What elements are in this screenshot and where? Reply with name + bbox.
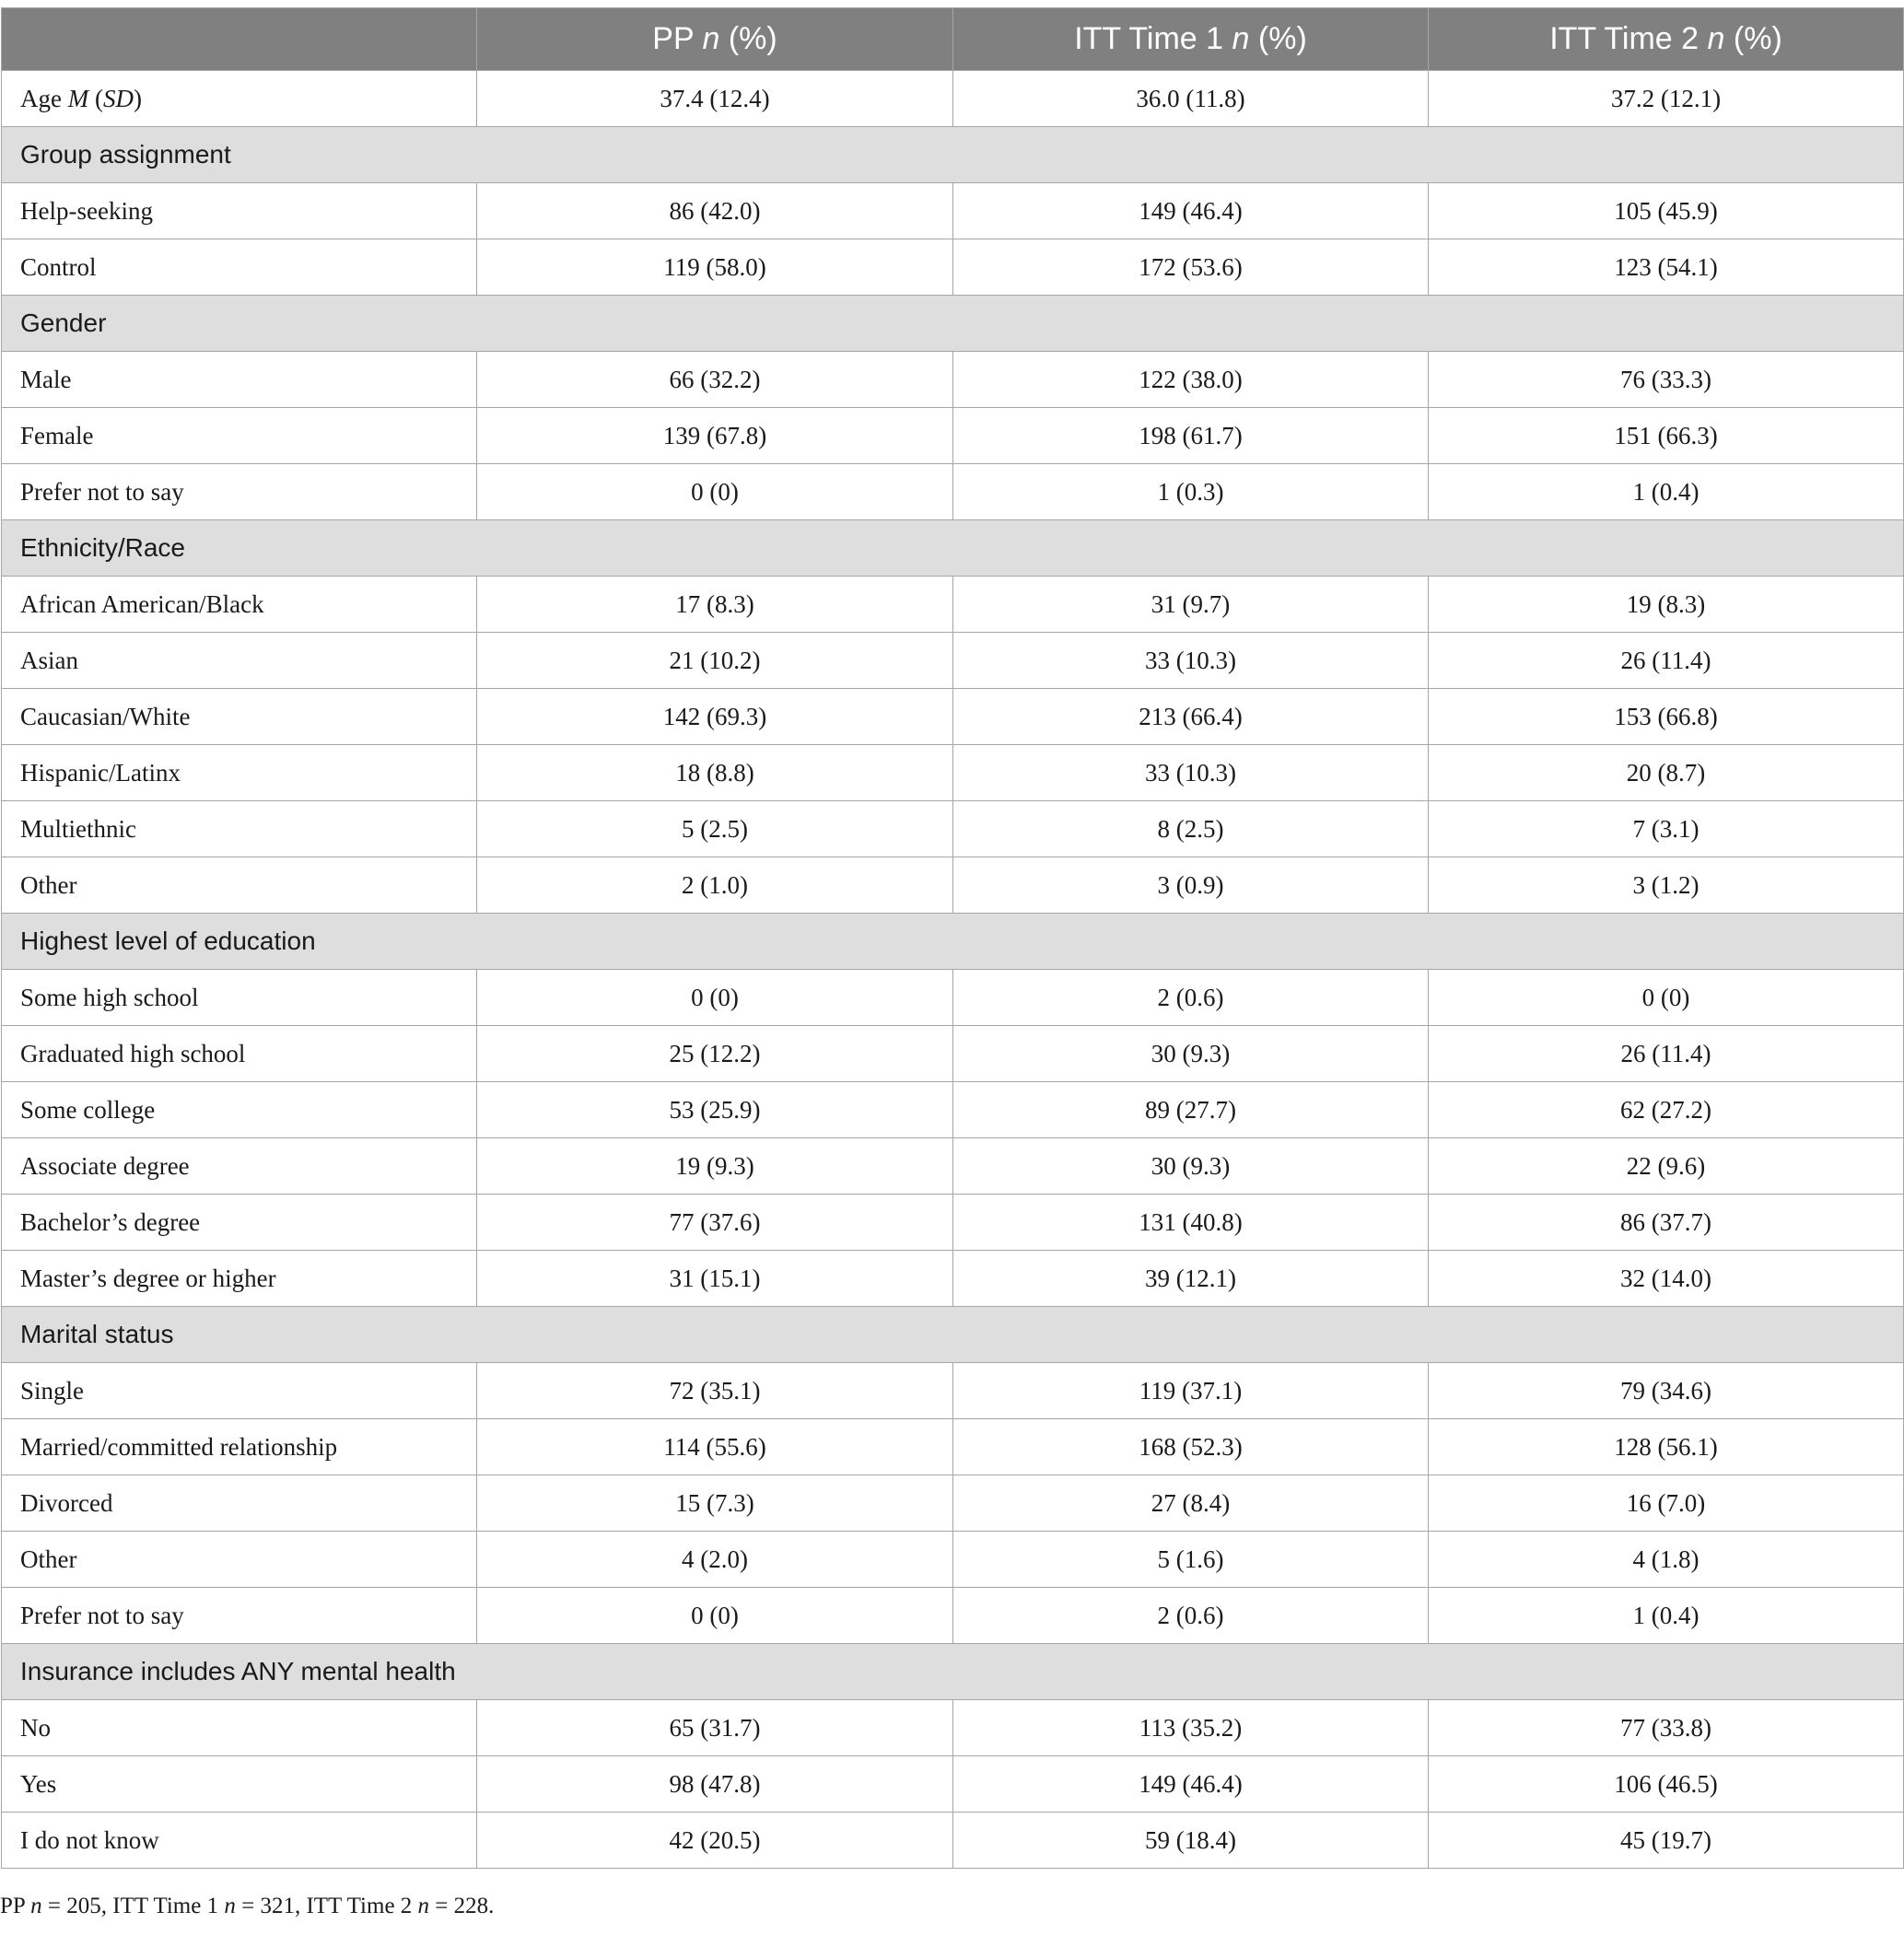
cell-value: 37.2 (12.1) (1429, 71, 1904, 127)
cell-value: 2 (0.6) (953, 970, 1429, 1026)
cell-value: 105 (45.9) (1429, 183, 1904, 239)
table-row (2, 183, 1904, 239)
cell-value: 39 (12.1) (953, 1251, 1429, 1307)
cell-value: 42 (20.5) (477, 1813, 953, 1869)
cell-value: 22 (9.6) (1429, 1138, 1904, 1195)
section-title: Group assignment (2, 127, 1904, 183)
cell-value: 0 (0) (477, 464, 953, 520)
cell-value: 53 (25.9) (477, 1082, 953, 1138)
row-label: Male (2, 352, 477, 408)
cell-value: 37.4 (12.4) (477, 71, 953, 127)
header-blank-cell (2, 8, 477, 71)
row-label: Divorced (2, 1475, 477, 1532)
table-row (2, 1138, 1904, 1195)
row-label: Bachelor’s degree (2, 1195, 477, 1251)
cell-value: 30 (9.3) (953, 1138, 1429, 1195)
row-label: Prefer not to say (2, 1588, 477, 1644)
section-header-row (2, 1307, 1904, 1363)
cell-value: 151 (66.3) (1429, 408, 1904, 464)
table-row (2, 1813, 1904, 1869)
table-row (2, 857, 1904, 914)
cell-value: 149 (46.4) (953, 183, 1429, 239)
cell-value: 153 (66.8) (1429, 689, 1904, 745)
table-row (2, 1363, 1904, 1419)
cell-value: 18 (8.8) (477, 745, 953, 801)
row-label: Help-seeking (2, 183, 477, 239)
cell-value: 119 (37.1) (953, 1363, 1429, 1419)
cell-value: 5 (1.6) (953, 1532, 1429, 1588)
cell-value: 77 (33.8) (1429, 1700, 1904, 1756)
section-header-row (2, 1644, 1904, 1700)
table-row (2, 1756, 1904, 1813)
cell-value: 86 (37.7) (1429, 1195, 1904, 1251)
cell-value: 4 (1.8) (1429, 1532, 1904, 1588)
cell-value: 19 (9.3) (477, 1138, 953, 1195)
section-title: Highest level of education (2, 914, 1904, 970)
section-title: Insurance includes ANY mental health (2, 1644, 1904, 1700)
table-row (2, 801, 1904, 857)
cell-value: 36.0 (11.8) (953, 71, 1429, 127)
cell-value: 86 (42.0) (477, 183, 953, 239)
table-row (2, 745, 1904, 801)
row-label: Hispanic/Latinx (2, 745, 477, 801)
row-label: Prefer not to say (2, 464, 477, 520)
table-row (2, 352, 1904, 408)
cell-value: 31 (9.7) (953, 577, 1429, 633)
cell-value: 25 (12.2) (477, 1026, 953, 1082)
cell-value: 139 (67.8) (477, 408, 953, 464)
table-row (2, 577, 1904, 633)
cell-value: 62 (27.2) (1429, 1082, 1904, 1138)
cell-value: 0 (0) (477, 970, 953, 1026)
cell-value: 142 (69.3) (477, 689, 953, 745)
row-label: No (2, 1700, 477, 1756)
row-label-age: Age M (SD) (2, 71, 477, 127)
cell-value: 168 (52.3) (953, 1419, 1429, 1475)
table-row (2, 633, 1904, 689)
section-header-row (2, 296, 1904, 352)
table-row (2, 239, 1904, 296)
table-row (2, 1082, 1904, 1138)
cell-value: 45 (19.7) (1429, 1813, 1904, 1869)
cell-value: 131 (40.8) (953, 1195, 1429, 1251)
cell-value: 0 (0) (477, 1588, 953, 1644)
cell-value: 198 (61.7) (953, 408, 1429, 464)
cell-value: 26 (11.4) (1429, 633, 1904, 689)
cell-value: 16 (7.0) (1429, 1475, 1904, 1532)
table-row (2, 464, 1904, 520)
section-title: Marital status (2, 1307, 1904, 1363)
table-row-age (2, 71, 1904, 127)
cell-value: 0 (0) (1429, 970, 1904, 1026)
cell-value: 30 (9.3) (953, 1026, 1429, 1082)
section-title: Gender (2, 296, 1904, 352)
demographics-table-container (0, 7, 1904, 1869)
row-label: African American/Black (2, 577, 477, 633)
cell-value: 149 (46.4) (953, 1756, 1429, 1813)
cell-value: 79 (34.6) (1429, 1363, 1904, 1419)
header-itt-time-2: ITT Time 2 n (%) (1429, 8, 1904, 71)
cell-value: 5 (2.5) (477, 801, 953, 857)
cell-value: 17 (8.3) (477, 577, 953, 633)
section-header-row (2, 127, 1904, 183)
row-label: Multiethnic (2, 801, 477, 857)
row-label: Asian (2, 633, 477, 689)
cell-value: 65 (31.7) (477, 1700, 953, 1756)
table-row (2, 408, 1904, 464)
demographics-table (1, 7, 1904, 1869)
row-label: I do not know (2, 1813, 477, 1869)
table-row (2, 970, 1904, 1026)
cell-value: 3 (0.9) (953, 857, 1429, 914)
cell-value: 7 (3.1) (1429, 801, 1904, 857)
table-row (2, 1532, 1904, 1588)
cell-value: 21 (10.2) (477, 633, 953, 689)
cell-value: 128 (56.1) (1429, 1419, 1904, 1475)
cell-value: 66 (32.2) (477, 352, 953, 408)
cell-value: 76 (33.3) (1429, 352, 1904, 408)
cell-value: 1 (0.4) (1429, 464, 1904, 520)
cell-value: 27 (8.4) (953, 1475, 1429, 1532)
cell-value: 33 (10.3) (953, 745, 1429, 801)
cell-value: 2 (0.6) (953, 1588, 1429, 1644)
cell-value: 122 (38.0) (953, 352, 1429, 408)
cell-value: 77 (37.6) (477, 1195, 953, 1251)
cell-value: 106 (46.5) (1429, 1756, 1904, 1813)
table-row (2, 1251, 1904, 1307)
header-pp: PP n (%) (477, 8, 953, 71)
table-row (2, 1475, 1904, 1532)
table-row (2, 1195, 1904, 1251)
row-label: Yes (2, 1756, 477, 1813)
table-footnote: PP n = 205, ITT Time 1 n = 321, ITT Time 2 n = 228. (0, 1894, 495, 1918)
cell-value: 2 (1.0) (477, 857, 953, 914)
row-label: Associate degree (2, 1138, 477, 1195)
cell-value: 1 (0.4) (1429, 1588, 1904, 1644)
section-title: Ethnicity/Race (2, 520, 1904, 577)
cell-value: 213 (66.4) (953, 689, 1429, 745)
row-label: Married/committed relationship (2, 1419, 477, 1475)
cell-value: 113 (35.2) (953, 1700, 1429, 1756)
header-itt-time-1: ITT Time 1 n (%) (953, 8, 1429, 71)
row-label: Graduated high school (2, 1026, 477, 1082)
row-label: Other (2, 1532, 477, 1588)
row-label: Control (2, 239, 477, 296)
cell-value: 32 (14.0) (1429, 1251, 1904, 1307)
row-label: Single (2, 1363, 477, 1419)
cell-value: 89 (27.7) (953, 1082, 1429, 1138)
section-header-row (2, 914, 1904, 970)
table-row (2, 1588, 1904, 1644)
table-header-row (2, 8, 1904, 71)
cell-value: 59 (18.4) (953, 1813, 1429, 1869)
table-row (2, 1419, 1904, 1475)
row-label: Some college (2, 1082, 477, 1138)
cell-value: 119 (58.0) (477, 239, 953, 296)
cell-value: 26 (11.4) (1429, 1026, 1904, 1082)
cell-value: 72 (35.1) (477, 1363, 953, 1419)
cell-value: 8 (2.5) (953, 801, 1429, 857)
table-row (2, 689, 1904, 745)
cell-value: 15 (7.3) (477, 1475, 953, 1532)
table-row (2, 1026, 1904, 1082)
cell-value: 172 (53.6) (953, 239, 1429, 296)
section-header-row (2, 520, 1904, 577)
cell-value: 1 (0.3) (953, 464, 1429, 520)
cell-value: 3 (1.2) (1429, 857, 1904, 914)
cell-value: 31 (15.1) (477, 1251, 953, 1307)
row-label: Caucasian/White (2, 689, 477, 745)
cell-value: 123 (54.1) (1429, 239, 1904, 296)
cell-value: 114 (55.6) (477, 1419, 953, 1475)
row-label: Female (2, 408, 477, 464)
cell-value: 98 (47.8) (477, 1756, 953, 1813)
cell-value: 20 (8.7) (1429, 745, 1904, 801)
row-label: Some high school (2, 970, 477, 1026)
table-row (2, 1700, 1904, 1756)
cell-value: 19 (8.3) (1429, 577, 1904, 633)
row-label: Master’s degree or higher (2, 1251, 477, 1307)
cell-value: 4 (2.0) (477, 1532, 953, 1588)
row-label: Other (2, 857, 477, 914)
cell-value: 33 (10.3) (953, 633, 1429, 689)
